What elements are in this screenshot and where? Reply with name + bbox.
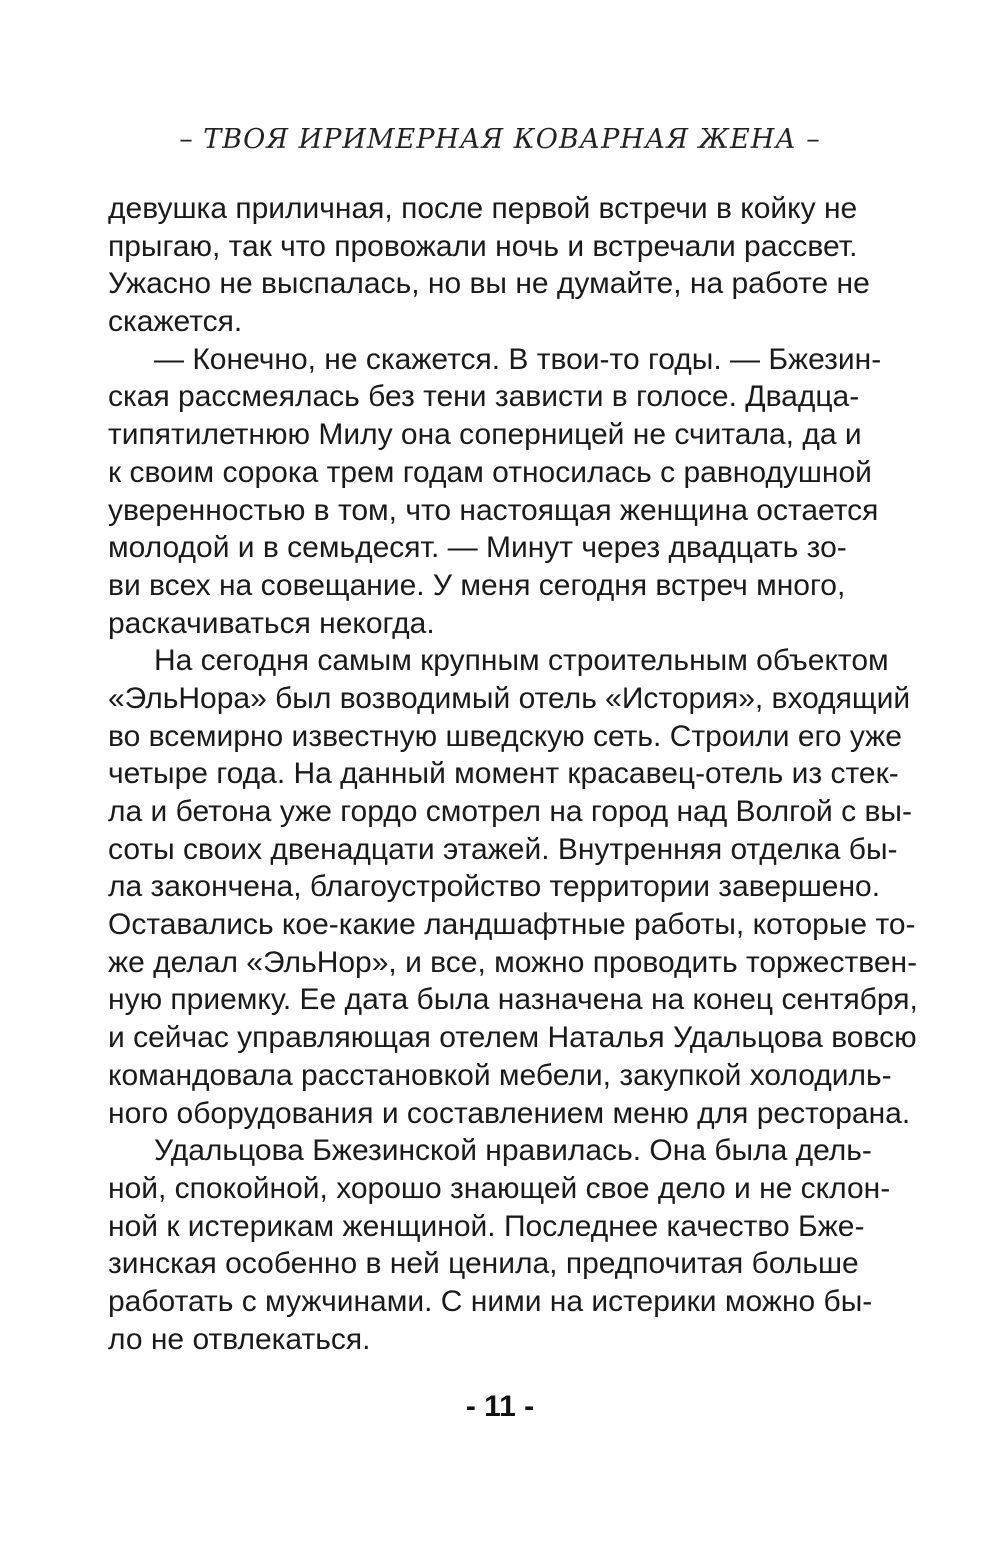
text-line: Оставались кое-какие ландшафтные работы, которые то- [108,908,916,942]
text-line: «ЭльНора» был возводимый отель «История», входящий [108,681,911,715]
text-line: Удальцова Бжезинской нравилась. Она была дель- [154,1134,872,1168]
text-line: же делал «ЭльНор», и все, можно проводить торжествен- [108,945,918,979]
text-line: соты своих двенадцати этажей. Внутренняя отделка бы- [108,832,898,866]
text-line: ви всех на совещание. У меня сегодня встреч много, [108,568,846,602]
text-line: прыгаю, так что провожали ночь и встречали рассвет. [108,229,858,263]
text-line: уверенностью в том, что настоящая женщина остается [108,493,879,527]
paragraph [108,190,870,341]
text-line: командовала расстановкой мебели, закупкой холодиль- [108,1058,892,1092]
paragraph [108,341,882,643]
text-line: ская рассмеялась без тени зависти в голосе. Двадца- [108,380,860,414]
text-line: Ужасно не выспалась, но вы не думайте, на работе не [108,267,870,301]
text-line: раскачиваться некогда. [108,606,435,640]
running-title: – ТВОЯ ИРИМЕРНАЯ КОВАРНАЯ ЖЕНА – [179,124,821,155]
text-line: ной к истерикам женщиной. Последнее качество Бже- [108,1209,865,1243]
text-line: ную приемку. Ее дата была назначена на конец сентября, [108,983,918,1017]
text-line: и сейчас управляющая отелем Наталья Удальцова вовсю [108,1021,917,1055]
text-line: девушка приличная, после первой встречи в койку не [108,192,858,225]
page-number: - 11 - [465,1390,535,1423]
text-line: ного оборудования и составлением меню для ресторана. [108,1096,911,1130]
text-line: к своим сорока трем годам относилась с равнодушной [108,455,872,489]
text-line: зинская особенно в ней ценила, предпочитая больше [108,1247,859,1281]
text-line: во всемирно известную шведскую сеть. Строили его уже [108,719,902,753]
text-line: На сегодня самым крупным строительным объектом [154,644,889,678]
paragraph [108,642,918,1132]
text-line: ла и бетона уже гордо смотрел на город над Волгой с вы- [108,795,912,828]
text-line: ла закончена, благоустройство территории завершено. [108,870,881,904]
text-line: скажется. [108,305,243,339]
text-line: четыре года. На данный момент красавец-отель из стек- [108,757,899,791]
text-line: молодой и в семьдесят. — Минут через двадцать зо- [108,531,847,565]
body-text [108,190,918,1358]
text-line: типятилетнюю Милу она соперницей не считала, да и [108,418,862,452]
text-line: работать с мужчинами. С ними на истерики можно бы- [108,1284,873,1318]
text-line: ло не отвлекаться. [108,1322,371,1356]
paragraph [108,1132,891,1358]
text-line: — Конечно, не скажется. В твои-то годы. — Бжезин- [154,342,882,376]
text-line: ной, спокойной, хорошо знающей свое дело и не склон- [108,1171,891,1205]
